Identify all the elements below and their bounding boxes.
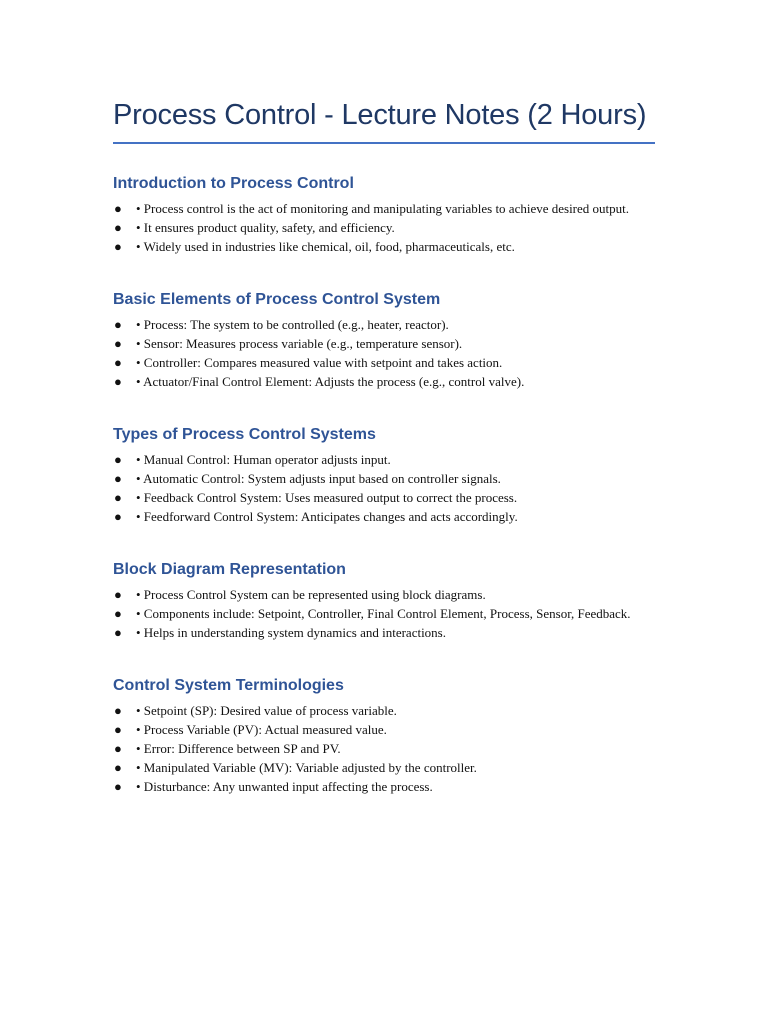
bullet-icon: ● [114,317,122,332]
list-item [113,507,658,526]
list-item [113,739,658,758]
title-underline [113,142,655,144]
list-item-text: • Process Control System can be represented using block diagrams. [136,587,486,602]
bullet-icon: ● [114,239,122,254]
bullet-icon: ● [114,606,122,621]
bullet-list [113,199,658,256]
bullet-icon: ● [114,355,122,370]
list-item-text: • Disturbance: Any unwanted input affecting the process. [136,779,433,794]
list-item-text: • Actuator/Final Control Element: Adjusts the process (e.g., control valve). [136,374,525,389]
section-types [113,425,658,526]
bullet-list [113,315,658,391]
document-title: Process Control - Lecture Notes (2 Hours) [113,99,647,131]
list-item [113,488,658,507]
list-item-text: • Setpoint (SP): Desired value of process variable. [136,703,397,718]
list-item-text: • Sensor: Measures process variable (e.g., temperature sensor). [136,336,463,351]
section-heading: Introduction to Process Control [113,175,354,192]
bullet-list [113,450,658,526]
bullet-icon: ● [114,220,122,235]
bullet-icon: ● [114,471,122,486]
list-item [113,701,658,720]
bullet-list [113,585,658,642]
list-item [113,623,658,642]
list-item-text: • Manual Control: Human operator adjusts input. [136,452,391,467]
list-item [113,758,658,777]
document-page [113,94,658,796]
list-item [113,450,658,469]
bullet-icon: ● [114,760,122,775]
list-item [113,604,658,623]
list-item [113,372,658,391]
list-item-text: • Feedback Control System: Uses measured output to correct the process. [136,490,518,505]
bullet-icon: ● [114,336,122,351]
list-item [113,199,658,218]
bullet-icon: ● [114,779,122,794]
list-item [113,237,658,256]
list-item [113,469,658,488]
section-heading: Control System Terminologies [113,677,344,694]
list-item [113,218,658,237]
bullet-icon: ● [114,625,122,640]
bullet-icon: ● [114,509,122,524]
list-item-text: • It ensures product quality, safety, and efficiency. [136,220,395,235]
list-item [113,585,658,604]
section-basic-elements [113,290,658,391]
list-item-text: • Manipulated Variable (MV): Variable adjusted by the controller. [136,760,477,775]
bullet-icon: ● [114,452,122,467]
section-terminologies [113,676,658,796]
list-item [113,353,658,372]
list-item [113,777,658,796]
section-heading: Block Diagram Representation [113,561,346,578]
list-item [113,720,658,739]
list-item-text: • Process control is the act of monitoring and manipulating variables to achieve desired output. [136,201,630,216]
list-item [113,315,658,334]
bullet-icon: ● [114,201,122,216]
bullet-icon: ● [114,741,122,756]
bullet-list [113,701,658,796]
list-item [113,334,658,353]
bullet-icon: ● [114,722,122,737]
section-introduction [113,174,658,256]
list-item-text: • Feedforward Control System: Anticipates changes and acts accordingly. [136,509,518,524]
bullet-icon: ● [114,374,122,389]
list-item-text: • Controller: Compares measured value with setpoint and takes action. [136,355,503,370]
bullet-icon: ● [114,587,122,602]
list-item-text: • Helps in understanding system dynamics and interactions. [136,625,446,640]
list-item-text: • Error: Difference between SP and PV. [136,741,341,756]
list-item-text: • Components include: Setpoint, Controller, Final Control Element, Process, Sensor, Feedback. [136,606,631,621]
section-heading: Types of Process Control Systems [113,426,376,443]
section-heading: Basic Elements of Process Control System [113,291,441,308]
list-item-text: • Widely used in industries like chemical, oil, food, pharmaceuticals, etc. [136,239,515,254]
list-item-text: • Automatic Control: System adjusts input based on controller signals. [136,471,501,486]
section-block-diagram [113,560,658,642]
bullet-icon: ● [114,490,122,505]
list-item-text: • Process: The system to be controlled (e.g., heater, reactor). [136,317,449,332]
list-item-text: • Process Variable (PV): Actual measured value. [136,722,387,737]
bullet-icon: ● [114,703,122,718]
